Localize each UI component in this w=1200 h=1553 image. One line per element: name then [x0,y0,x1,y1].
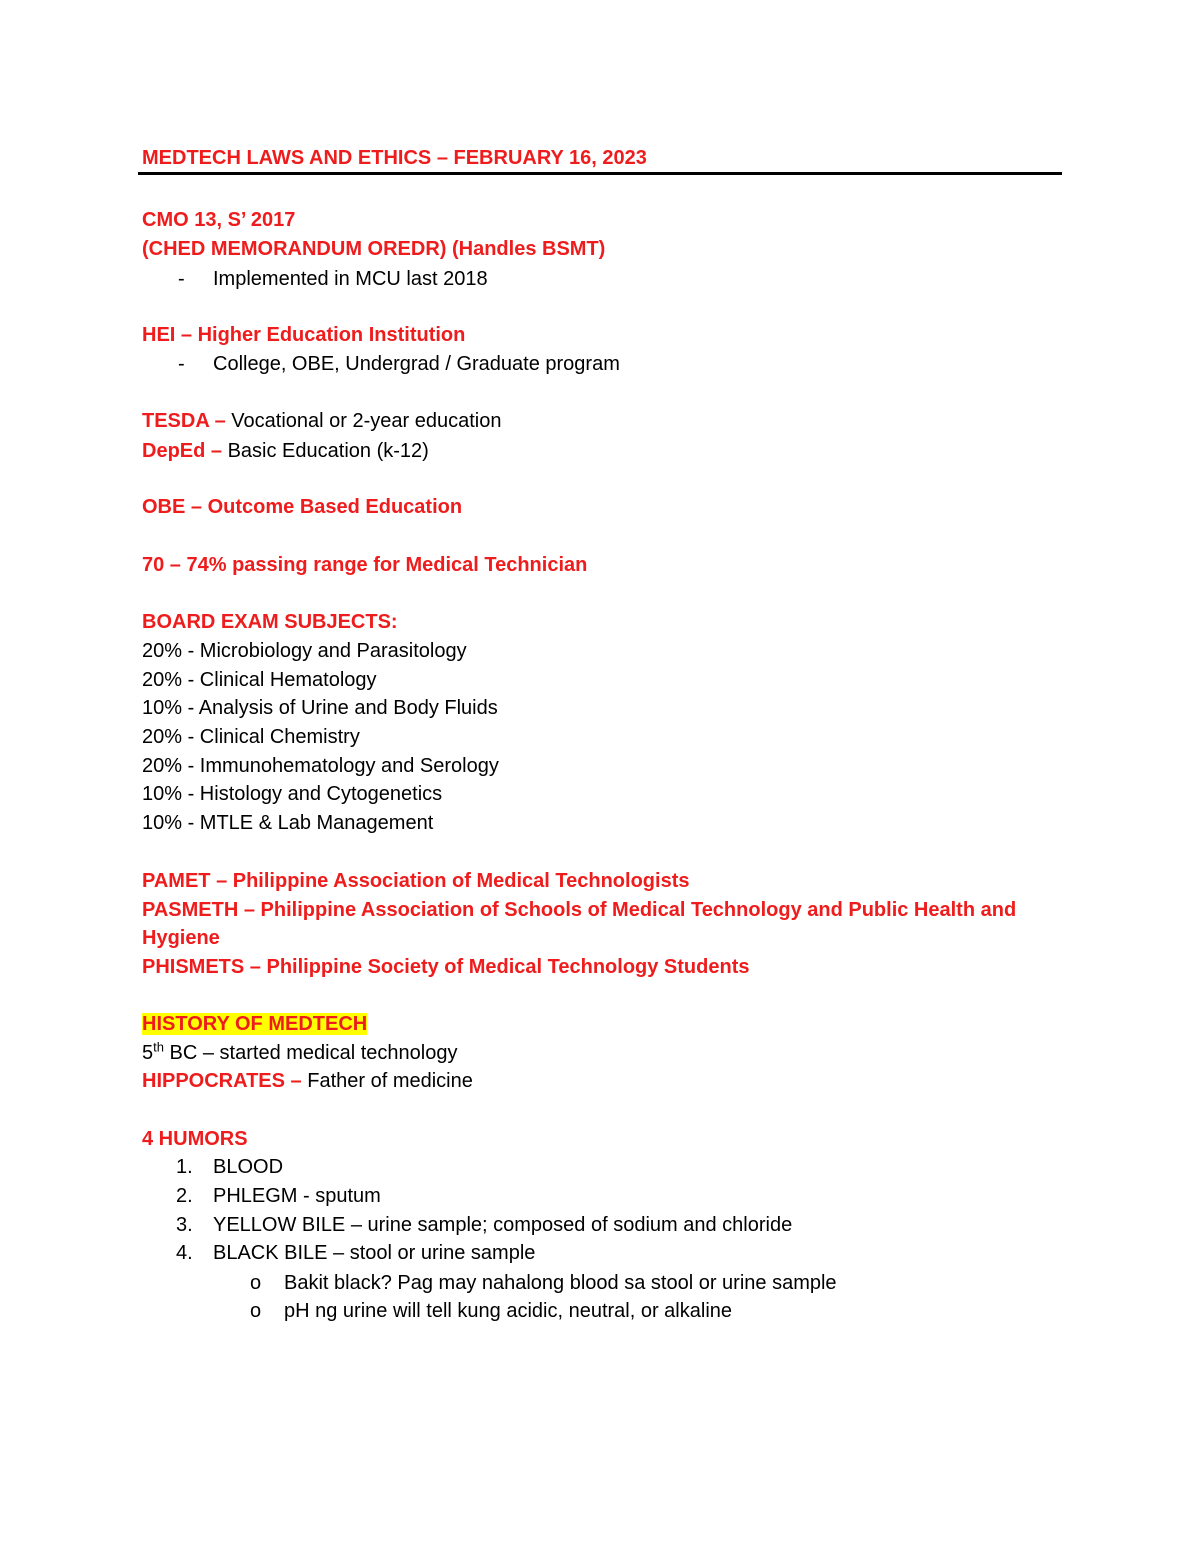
hippocrates-line [142,1067,473,1095]
deped-def: Basic Education (k-12) [222,440,429,462]
board-item: 20% - Immunohematology and Serology [142,755,499,777]
board-item: 10% - Analysis of Urine and Body Fluids [142,697,498,719]
fifth-rest: BC – started medical technology [163,1042,458,1064]
board-item: 20% - Clinical Hematology [142,669,377,691]
history-fifth-line [142,1039,457,1067]
deped-term: DepEd – [142,440,223,462]
list-number: 1. [176,1156,193,1178]
board-item: 20% - Clinical Chemistry [142,726,360,748]
board-item: 10% - Histology and Cytogenetics [142,783,443,805]
humor-item: YELLOW BILE – urine sample; composed of sodium and chloride [213,1214,793,1236]
humor-item: BLACK BILE – stool or urine sample [213,1242,536,1264]
list-number: 4. [176,1242,193,1264]
tesda-term: TESDA – [142,410,226,432]
org-pasmeth-cont: Hygiene [142,927,220,949]
fifth-number: 5 [142,1042,154,1064]
obe-line: OBE – Outcome Based Education [142,496,463,518]
tesda-def: Vocational or 2-year education [225,410,502,432]
cmo-heading: CMO 13, S’ 2017 [142,209,296,231]
hei-term: HEI – Higher Education Institution [142,324,466,346]
cmo-subheading: (CHED MEMORANDUM OREDR) (Handles BSMT) [142,238,606,260]
humors-heading: 4 HUMORS [142,1128,248,1150]
humor-item: BLOOD [213,1156,284,1178]
circle-bullet: o [250,1300,262,1322]
circle-bullet: o [250,1272,262,1294]
cmo-bullet-text: Implemented in MCU last 2018 [213,268,488,290]
board-item: 20% - Microbiology and Parasitology [142,640,467,662]
hippocrates-term: HIPPOCRATES – [142,1070,302,1092]
humor-sub-item: pH ng urine will tell kung acidic, neutral, or alkaline [284,1300,733,1322]
deped-line [142,437,429,465]
hei-bullet-text: College, OBE, Undergrad / Graduate program [213,353,620,375]
title-divider [138,172,1062,175]
history-heading-text: HISTORY OF MEDTECH [142,1013,368,1035]
humor-sub-item: Bakit black? Pag may nahalong blood sa stool or urine sample [284,1272,837,1294]
fifth-superscript: th [153,1039,164,1055]
list-number: 3. [176,1214,193,1236]
org-phismets: PHISMETS – Philippine Society of Medical Technology Students [142,956,750,978]
dash-bullet: - [178,268,185,290]
tesda-line [142,407,501,435]
org-pamet: PAMET – Philippine Association of Medical Technologists [142,870,690,892]
page-title: MEDTECH LAWS AND ETHICS – FEBRUARY 16, 2023 [142,147,647,169]
history-heading [142,1010,367,1038]
board-item: 10% - MTLE & Lab Management [142,812,434,834]
board-heading: BOARD EXAM SUBJECTS: [142,611,398,633]
passing-line: 70 – 74% passing range for Medical Technician [142,554,588,576]
humor-item: PHLEGM - sputum [213,1185,381,1207]
hippocrates-def: Father of medicine [301,1070,473,1092]
list-number: 2. [176,1185,193,1207]
dash-bullet: - [178,353,185,375]
org-pasmeth: PASMETH – Philippine Association of Schools of Medical Technology and Public Health and [142,899,1017,921]
